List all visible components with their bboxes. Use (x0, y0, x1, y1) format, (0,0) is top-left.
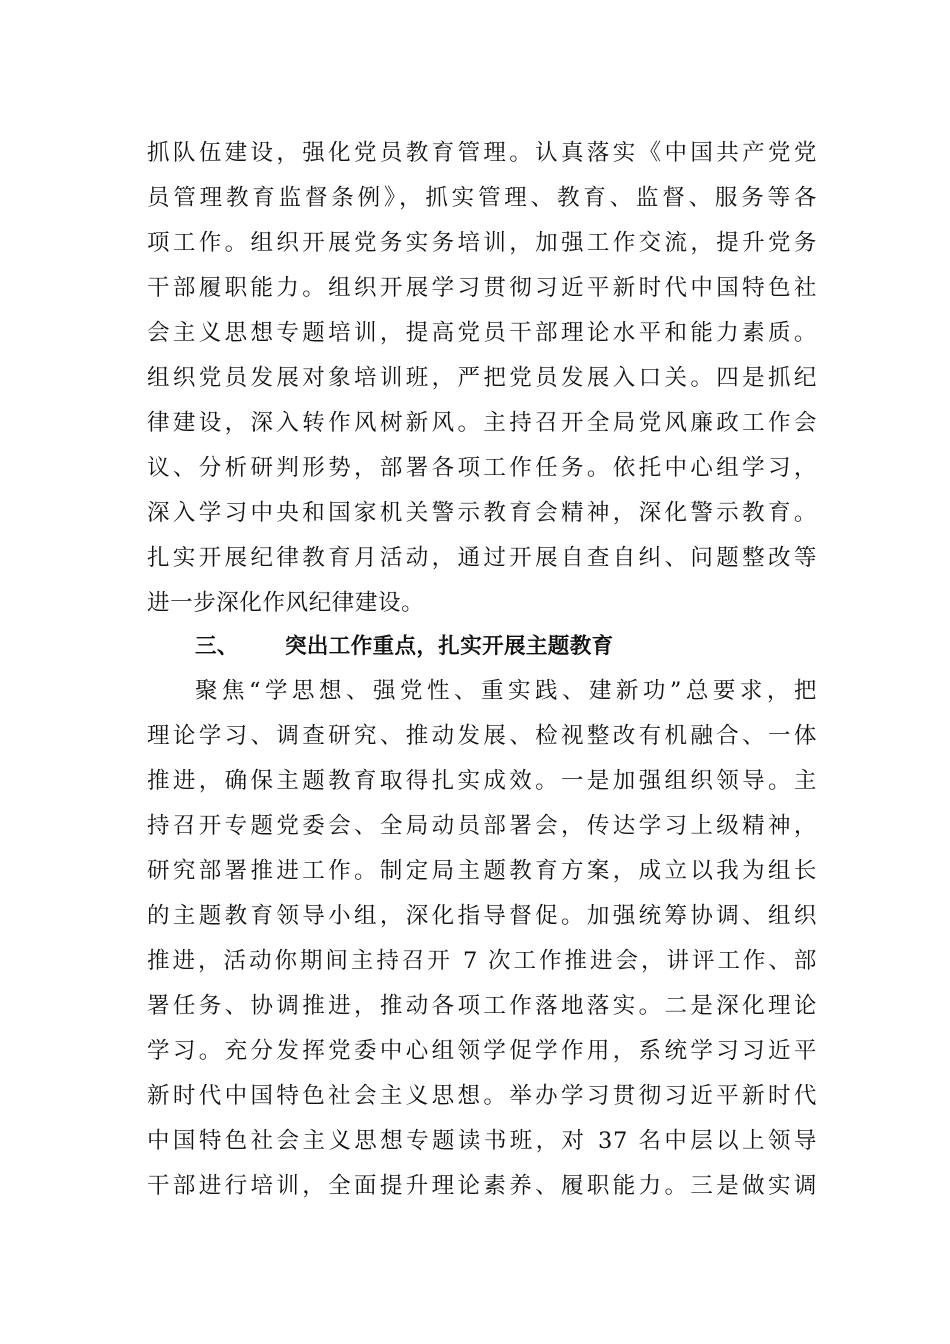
text-line: 中国特色社会主义思想专题读书班，对 37 名中层以上领导 (147, 1128, 817, 1154)
text-line: 干部进行培训，全面提升理论素养、履职能力。三是做实调 (147, 1173, 817, 1199)
text-line: 研究部署推进工作。制定局主题教育方案，成立以我为组长 (147, 858, 817, 884)
section-heading-line (147, 624, 817, 669)
text-line: 干部履职能力。组织开展学习贯彻习近平新时代中国特色社 (147, 275, 817, 301)
text-line: 会主义思想专题培训，提高党员干部理论水平和能力素质。 (147, 320, 817, 346)
text-line: 组织党员发展对象培训班，严把党员发展入口关。四是抓纪 (147, 365, 817, 391)
text-line: 推进，确保主题教育取得扎实成效。一是加强组织领导。主 (147, 768, 817, 794)
text-line: 署任务、协调推进，推动各项工作落地落实。二是深化理论 (147, 993, 817, 1019)
text-line: 律建设，深入转作风树新风。主持召开全局党风廉政工作会 (147, 410, 817, 436)
text-line: 员管理教育监督条例》，抓实管理、教育、监督、服务等各 (147, 185, 817, 211)
text-line: 持召开专题党委会、全局动员部署会，传达学习上级精神， (147, 813, 817, 839)
text-line: 聚焦“学思想、强党性、重实践、建新功”总要求，把 (195, 678, 817, 704)
text-line: 学习。充分发挥党委中心组领学促学作用，系统学习习近平 (147, 1038, 817, 1064)
text-line: 理论学习、调查研究、推动发展、检视整改有机融合、一体 (147, 723, 817, 749)
section-heading (147, 624, 817, 669)
text-line: 进一步深化作风纪律建设。 (147, 590, 425, 616)
section-paragraph (147, 669, 817, 1209)
text-line: 项工作。组织开展党务实务培训，加强工作交流，提升党务 (147, 230, 817, 256)
text-line: 推进，活动你期间主持召开 7 次工作推进会，讲评工作、部 (147, 948, 817, 974)
text-line: 抓队伍建设，强化党员教育管理。认真落实《中国共产党党 (147, 140, 817, 166)
text-line: 议、分析研判形势，部署各项工作任务。依托中心组学习， (147, 455, 817, 481)
text-line: 新时代中国特色社会主义思想。举办学习贯彻习近平新时代 (147, 1083, 817, 1109)
text-line: 的主题教育领导小组，深化指导督促。加强统筹协调、组织 (147, 903, 817, 929)
text-line: 扎实开展纪律教育月活动，通过开展自查自纠、问题整改等 (147, 545, 817, 571)
section-title: 突出工作重点，扎实开展主题教育 (285, 634, 614, 659)
paragraph-continuation (147, 131, 817, 626)
section-number: 三、 (195, 634, 239, 659)
text-line: 深入学习中央和国家机关警示教育会精神，深化警示教育。 (147, 500, 817, 526)
